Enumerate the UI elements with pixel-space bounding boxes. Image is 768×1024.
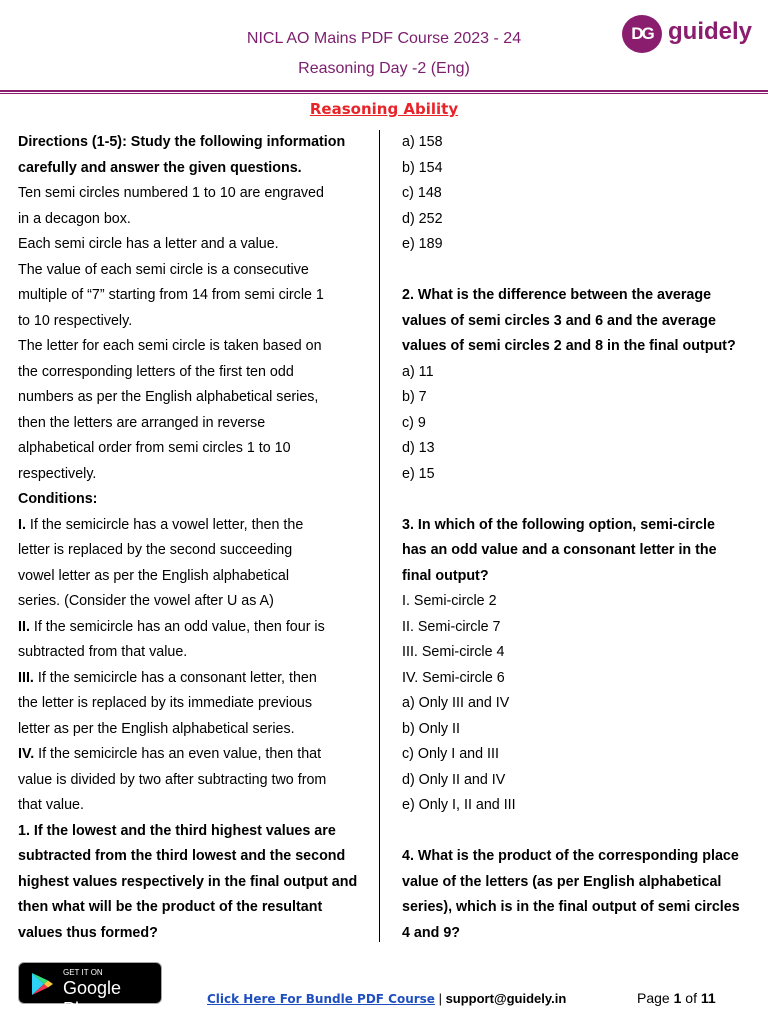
info-line: Ten semi circles numbered 1 to 10 are engraved [18, 185, 324, 201]
page-prefix: Page [637, 990, 674, 1006]
column-divider [379, 130, 380, 942]
question-3: has an odd value and a consonant letter in the [402, 542, 717, 558]
question-1: values thus formed? [18, 924, 158, 941]
statement: I. Semi-circle 2 [402, 593, 497, 609]
question-4: value of the letters (as per English alphabetical [402, 873, 722, 890]
right-column [402, 130, 760, 946]
condition-line [18, 615, 370, 641]
google-play-label: Google Play [63, 978, 122, 1019]
spacer [402, 819, 760, 845]
question-4: series), which is in the final output of semi circles [402, 899, 740, 915]
question-1: subtracted from the third lowest and the second [18, 848, 346, 864]
conditions-label: Conditions: [18, 491, 98, 507]
footer-links [207, 991, 566, 1006]
option: c) 148 [402, 185, 442, 201]
spacer [402, 487, 760, 513]
option: d) 252 [402, 210, 443, 227]
page-number [637, 990, 716, 1006]
option: e) Only I, II and III [402, 797, 516, 813]
left-column [18, 130, 370, 946]
condition-line [18, 513, 370, 539]
condition-number: II. [18, 618, 30, 635]
section-title: Reasoning Ability [309, 100, 459, 118]
info-line: alphabetical order from semi circles 1 to 10 [18, 440, 291, 456]
question-3: 3. In which of the following option, semi-circle [402, 516, 715, 533]
info-line: the corresponding letters of the first ten odd [18, 363, 294, 380]
condition-line: letter as per the English alphabetical series. [18, 720, 295, 737]
option: b) 7 [402, 389, 427, 405]
condition-text: If the semicircle has a vowel letter, then the [25, 516, 304, 533]
spacer [402, 258, 760, 284]
logo-text: guidely [668, 18, 753, 45]
page-total: 11 [700, 990, 716, 1006]
condition-line [18, 666, 370, 692]
question-2: 2. What is the difference between the average [402, 287, 712, 303]
option: c) Only I and III [402, 746, 499, 762]
info-line: Each semi circle has a letter and a value. [18, 236, 279, 252]
option: a) 158 [402, 134, 443, 150]
condition-number: I. [18, 516, 26, 533]
condition-line: the letter is replaced by its immediate previous [18, 695, 313, 711]
question-4: 4. What is the product of the corresponding place [402, 848, 739, 864]
info-line: multiple of “7” starting from 14 from semi circle 1 [18, 287, 324, 303]
option: a) 11 [402, 363, 434, 380]
condition-line: letter is replaced by the second succeeding [18, 542, 293, 558]
header-rule [0, 90, 768, 92]
directions-text: carefully and answer the given questions. [18, 159, 302, 176]
condition-text: If the semicircle has a consonant letter, then [33, 669, 317, 686]
info-line: The value of each semi circle is a consecutive [18, 261, 309, 278]
condition-text: If the semicircle has an even value, then that [34, 746, 322, 762]
condition-line: vowel letter as per the English alphabetical [18, 567, 290, 584]
header-rule-thin [0, 93, 768, 94]
info-line: respectively. [18, 465, 97, 482]
question-1: 1. If the lowest and the third highest values are [18, 822, 336, 839]
option: a) Only III and IV [402, 695, 510, 711]
condition-line: subtracted from that value. [18, 644, 188, 660]
guidely-logo[interactable] [622, 14, 762, 54]
question-2: values of semi circles 3 and 6 and the average [402, 312, 716, 329]
option: e) 15 [402, 465, 435, 482]
question-4: 4 and 9? [402, 924, 460, 941]
bundle-course-link[interactable]: Click Here For Bundle PDF Course [207, 992, 435, 1006]
option: c) 9 [402, 414, 426, 431]
question-2: values of semi circles 2 and 8 in the final output? [402, 338, 736, 354]
condition-line: series. (Consider the vowel after U as A) [18, 593, 274, 609]
option: b) 154 [402, 159, 443, 176]
question-1: then what will be the product of the resultant [18, 899, 323, 915]
course-title: NICL AO Mains PDF Course 2023 - 24 [246, 30, 522, 47]
support-email[interactable]: support@guidely.in [445, 991, 567, 1006]
condition-line [18, 742, 370, 768]
google-play-badge[interactable] [18, 962, 162, 1019]
question-3: final output? [402, 567, 489, 584]
google-play-caption: GET IT ON [63, 968, 103, 977]
day-subtitle: Reasoning Day -2 (Eng) [298, 60, 470, 77]
info-line: numbers as per the English alphabetical series, [18, 389, 319, 405]
question-1: highest values respectively in the final output and [18, 873, 358, 890]
statement: II. Semi-circle 7 [402, 618, 501, 635]
info-line: in a decagon box. [18, 210, 131, 227]
statement: III. Semi-circle 4 [402, 644, 505, 660]
condition-line: value is divided by two after subtracting two from [18, 771, 327, 788]
option: d) 13 [402, 440, 435, 456]
condition-number: IV. [18, 746, 35, 762]
option: b) Only II [402, 720, 460, 737]
option: d) Only II and IV [402, 771, 506, 788]
statement: IV. Semi-circle 6 [402, 669, 505, 686]
footer-separator: | [434, 991, 446, 1006]
condition-line: that value. [18, 797, 84, 813]
condition-text: If the semicircle has an odd value, then four is [29, 618, 325, 635]
condition-number: III. [18, 669, 34, 686]
directions-text: Directions (1-5): Study the following information [18, 134, 346, 150]
page-of: of [681, 990, 701, 1006]
info-line: The letter for each semi circle is taken based on [18, 338, 322, 354]
logo-badge-icon: DG [622, 15, 662, 53]
page-current: 1 [673, 990, 682, 1006]
option: e) 189 [402, 236, 443, 252]
google-play-icon [29, 971, 55, 997]
info-line: to 10 respectively. [18, 312, 133, 329]
info-line: then the letters are arranged in reverse [18, 414, 266, 431]
